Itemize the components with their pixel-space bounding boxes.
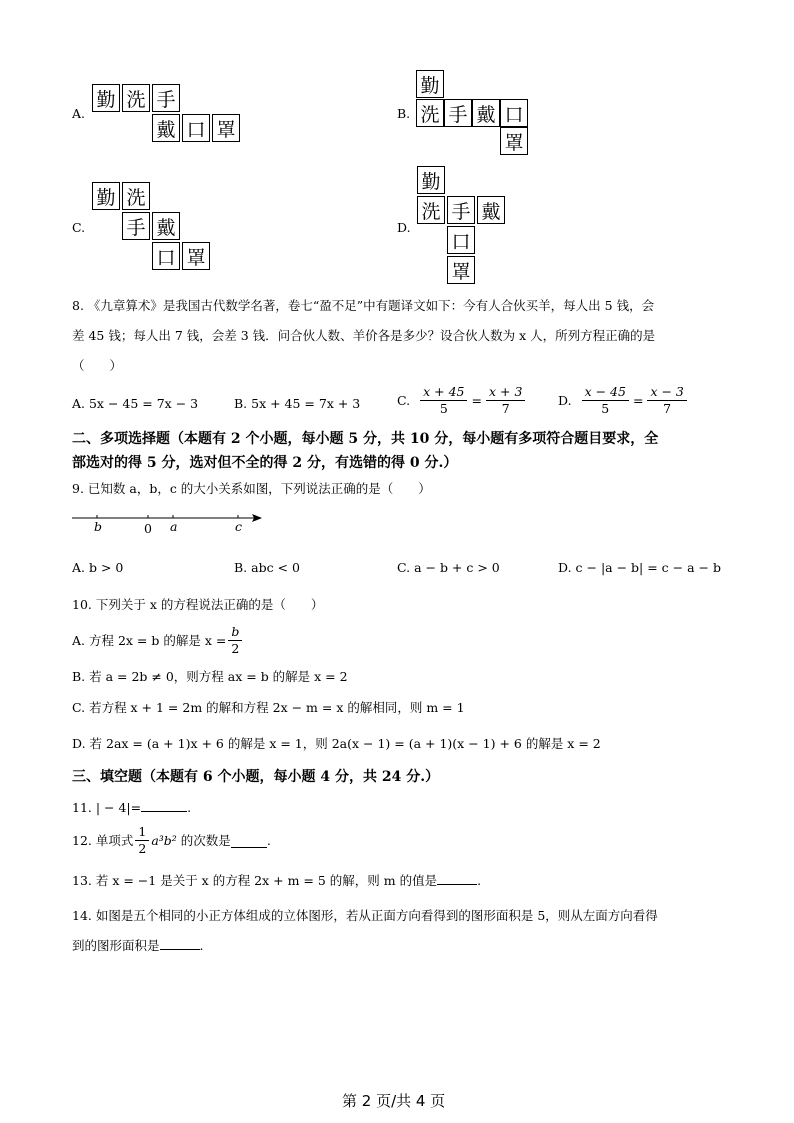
- q9-option-c: C. a − b + c > 0: [397, 560, 500, 575]
- q9-option-a: A. b > 0: [72, 560, 124, 575]
- question-9-text: 9. 已知数 a，b，c 的大小关系如图，下列说法正确的是（ ）: [72, 481, 431, 496]
- question-8-line-2: 差 45 钱；每人出 7 钱，会差 3 钱．问合伙人数、羊价各是多少？设合伙人数为 x 人，所列方程正确的是: [72, 328, 656, 343]
- fraction: [420, 384, 467, 417]
- page-footer: 第 2 页/共 4 页: [342, 1092, 446, 1110]
- net-cell: 勤: [92, 84, 120, 112]
- question-14-text: 到的图形面积是: [72, 938, 160, 953]
- denominator: 2: [138, 841, 147, 856]
- fraction: [647, 384, 686, 417]
- question-14-line-1: 14. 如图是五个相同的小正方体组成的立体图形，若从正面方向看得到的图形面积是 5，则从左面方向看得: [72, 908, 658, 923]
- number-line-label-c: c: [235, 519, 243, 534]
- question-12-post: 的次数是: [180, 832, 231, 848]
- net-cell: 勤: [417, 166, 445, 194]
- fraction: [228, 624, 242, 657]
- numerator: x − 3: [647, 384, 686, 401]
- q9-option-b: B. abc < 0: [234, 560, 300, 575]
- net-cell: 洗: [122, 84, 150, 112]
- section-3-heading: 三、填空题（本题有 6 个小题，每小题 4 分，共 24 分.）: [72, 769, 440, 785]
- answer-blank[interactable]: [160, 949, 200, 950]
- net-cell: 口: [500, 99, 528, 127]
- net-cell: 勤: [92, 182, 120, 210]
- question-13-text: 13. 若 x = −1 是关于 x 的方程 2x + m = 5 的解，则 m 的值是: [72, 873, 438, 888]
- question-12-period: .: [266, 832, 271, 848]
- net-cell: 戴: [472, 99, 500, 127]
- option-d-label: D.: [397, 220, 411, 235]
- option-a-text: A. 方程 2x = b 的解是 x =: [72, 632, 227, 648]
- net-cell: 口: [152, 242, 180, 270]
- q10-option-b: B. 若 a = 2b ≠ 0，则方程 ax = b 的解是 x = 2: [72, 669, 348, 684]
- net-cell: 洗: [416, 99, 444, 127]
- net-cell: 罩: [500, 127, 528, 155]
- q10-option-d: D. 若 2ax = (a + 1)x + 6 的解是 x = 1，则 2a(x − 1) = (a + 1)(x − 1) + 6 的解是 x = 2: [72, 736, 601, 751]
- answer-blank[interactable]: [141, 811, 187, 812]
- net-cell: 罩: [447, 256, 475, 284]
- equals-sign: =: [471, 392, 482, 408]
- net-cell: 勤: [416, 70, 444, 98]
- denominator: 5: [439, 401, 448, 416]
- numerator: 1: [135, 824, 149, 841]
- q10-option-c: C. 若方程 x + 1 = 2m 的解和方程 2x − m = x 的解相同，则 m = 1: [72, 700, 465, 715]
- net-cell: 口: [182, 114, 210, 142]
- question-13: [72, 870, 481, 892]
- denominator: 7: [501, 401, 510, 416]
- question-14-period: .: [199, 938, 204, 953]
- net-cell: 手: [152, 84, 180, 112]
- option-c-label: C.: [72, 220, 86, 235]
- net-cell: 戴: [152, 212, 180, 240]
- net-cell: 手: [444, 99, 472, 127]
- answer-blank[interactable]: [231, 833, 267, 848]
- question-11-text: 11. | − 4|=: [72, 800, 142, 815]
- q10-option-a: [72, 624, 244, 657]
- denominator: 5: [601, 401, 610, 416]
- numerator: b: [228, 624, 242, 641]
- monomial: a³b²: [151, 832, 177, 848]
- question-14-line-2: [72, 935, 204, 957]
- numerator: x − 45: [582, 384, 629, 401]
- number-line-label-zero: 0: [144, 521, 152, 536]
- net-cell: 口: [447, 226, 475, 254]
- q8-option-a: A. 5x − 45 = 7x − 3: [72, 396, 199, 411]
- question-12-pre: 12. 单项式: [72, 832, 134, 848]
- net-cell: 洗: [417, 196, 445, 224]
- q8-option-d: [558, 384, 689, 417]
- question-11: [72, 797, 191, 819]
- q8-option-b: B. 5x + 45 = 7x + 3: [234, 396, 361, 411]
- question-10-text: 10. 下列关于 x 的方程说法正确的是（ ）: [72, 597, 324, 612]
- option-label: C.: [397, 392, 411, 408]
- net-cell: 戴: [152, 114, 180, 142]
- net-cell: 罩: [212, 114, 240, 142]
- number-line-label-b: b: [94, 519, 103, 534]
- fraction: [135, 824, 149, 857]
- question-12: [72, 824, 271, 857]
- question-11-period: .: [187, 800, 192, 815]
- option-label: D.: [558, 392, 572, 408]
- option-a-label: A.: [72, 106, 86, 121]
- answer-blank[interactable]: [437, 884, 477, 885]
- option-b-label: B.: [397, 106, 411, 121]
- q9-option-d: D. c − |a − b| = c − a − b: [558, 560, 721, 575]
- net-cell: 手: [447, 196, 475, 224]
- denominator: 7: [663, 401, 672, 416]
- section-2-heading-line-2: 部选对的得 5 分，选对但不全的得 2 分，有选错的得 0 分.）: [72, 455, 458, 471]
- net-cell: 手: [122, 212, 150, 240]
- denominator: 2: [231, 641, 240, 656]
- equals-sign: =: [632, 392, 644, 408]
- section-2-heading-line-1: 二、多项选择题（本题有 2 个小题，每小题 5 分，共 10 分，每小题有多项符合题目要求，全: [72, 431, 659, 447]
- net-cell: 罩: [182, 242, 210, 270]
- net-cell: 戴: [477, 196, 505, 224]
- numerator: x + 3: [486, 384, 525, 401]
- net-cell: 洗: [122, 182, 150, 210]
- numerator: x + 45: [420, 384, 467, 401]
- question-13-period: .: [477, 873, 482, 888]
- question-8-line-1: 8. 《九章算术》是我国古代数学名著，卷七“盈不足”中有题译文如下：今有人合伙买羊，每人出 5 钱，会: [72, 298, 655, 313]
- number-line-label-a: a: [170, 519, 178, 534]
- q8-option-c: [397, 384, 527, 417]
- question-8-paren: （ ）: [72, 358, 123, 373]
- fraction: [486, 384, 525, 417]
- fraction: [582, 384, 629, 417]
